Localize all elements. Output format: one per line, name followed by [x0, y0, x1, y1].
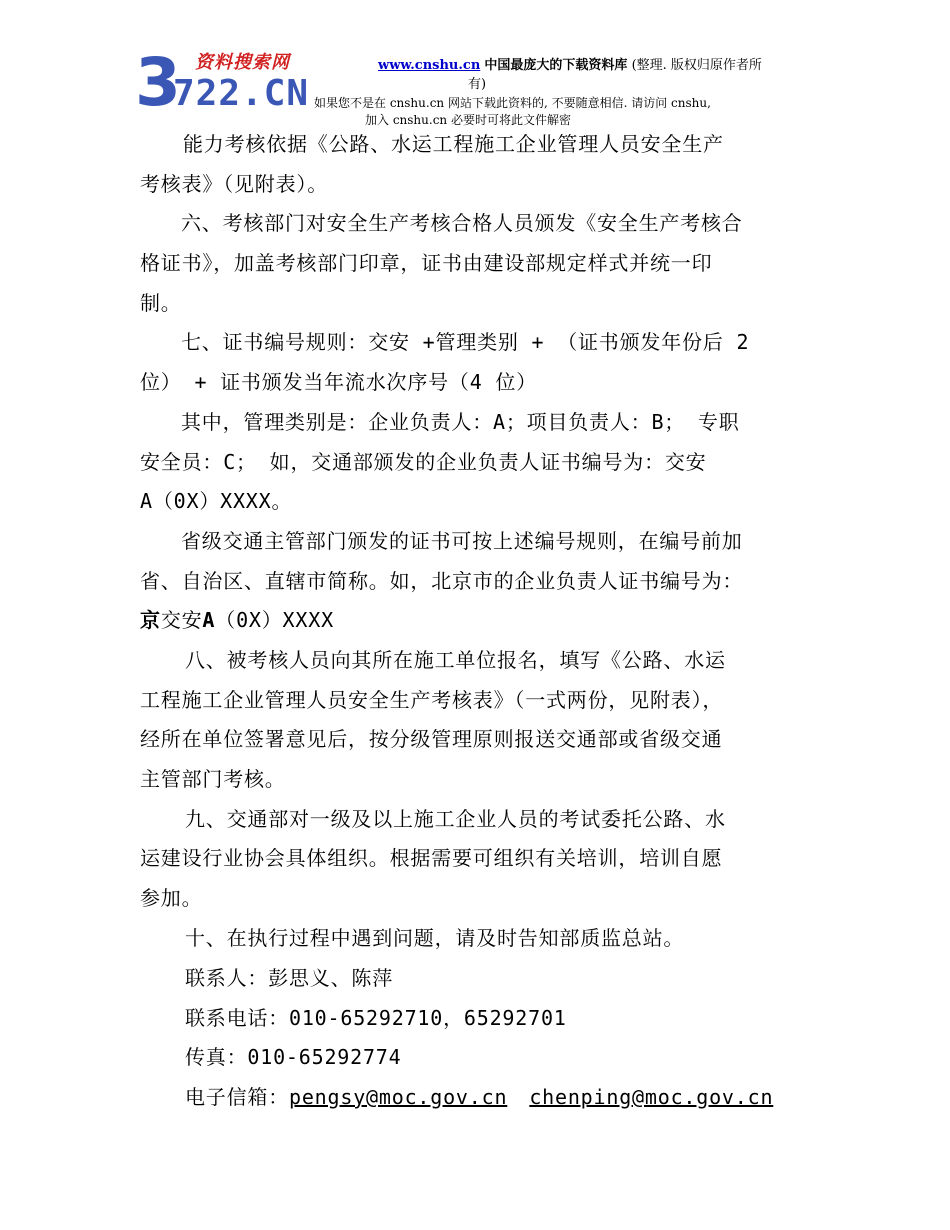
section-9-start: 九、交通部对一级及以上施工企业人员的考试委托公路、水	[185, 807, 726, 831]
contact-email	[185, 1085, 773, 1109]
logo-tagline: 资料搜索网	[195, 52, 290, 73]
text-line: 位） + 证书颁发当年流水次序号（4 位）	[140, 370, 538, 394]
section-6-start: 六、考核部门对安全生产考核合格人员颁发《安全生产考核合	[181, 211, 743, 235]
text-line: 运建设行业协会具体组织。根据需要可组织有关培训，培训自愿	[140, 846, 723, 870]
text-line: 主管部门考核。	[140, 767, 286, 791]
text-line: 工程施工企业管理人员安全生产考核表》（一式两份，见附表），	[140, 688, 724, 712]
number-suffix: （0X）XXXX	[215, 608, 334, 632]
text-line: 格证书》，加盖考核部门印章，证书由建设部规定样式并统一印	[140, 251, 713, 275]
beijing-abbrev: 京	[140, 608, 161, 632]
contact-fax: 传真：010-65292774	[185, 1045, 402, 1069]
section-10-start: 十、在执行过程中遇到问题，请及时告知部质监总站。	[185, 926, 685, 950]
text-line: 经所在单位签署意见后，按分级管理原则报送交通部或省级交通	[140, 727, 723, 751]
text-line: 参加。	[140, 886, 203, 910]
header-line-2: 有)	[468, 77, 487, 92]
section-7-start: 七、证书编号规则：交安 +管理类别 + （证书颁发年份后 2	[181, 330, 750, 354]
text-line: 省级交通主管部门颁发的证书可按上述编号规则，在编号前加	[181, 529, 743, 553]
site-link[interactable]: www.cnshu.cn	[378, 58, 481, 73]
header-notice-2: 加入 cnshu.cn 必要时可将此文件解密	[365, 113, 571, 127]
text-line: 省、自治区、直辖市简称。如，北京市的企业负责人证书编号为：	[140, 569, 744, 593]
category-letter: A	[202, 608, 216, 632]
site-logo	[135, 44, 320, 121]
text-line: 其中，管理类别是：企业负责人：A；项目负责人：B； 专职	[181, 410, 740, 434]
text-line: 考核表》（见附表）。	[140, 172, 328, 196]
email-link-pengsy[interactable]: pengsy@moc.gov.cn	[289, 1085, 508, 1109]
email-label: 电子信箱：	[185, 1085, 289, 1109]
header-notice-1: 如果您不是在 cnshu.cn 网站下载此资料的, 不要随意相信. 请访问 cnshu,	[314, 96, 711, 110]
header-line-1	[378, 58, 762, 74]
text-line: 能力考核依据《公路、水运工程施工企业管理人员安全生产	[183, 132, 724, 156]
text-line: A（0X）XXXX。	[140, 489, 293, 513]
email-link-chenping[interactable]: chenping@moc.gov.cn	[529, 1085, 774, 1109]
contact-phone: 联系电话：010-65292710，65292701	[185, 1006, 567, 1030]
jiaoan-prefix: 交安	[160, 608, 203, 632]
beijing-example	[140, 608, 334, 632]
text-line: 制。	[140, 291, 182, 315]
logo-digit: 3	[135, 44, 181, 121]
copyright-note: (整理. 版权归原作者所	[631, 58, 762, 73]
text-line: 安全员：C； 如，交通部颁发的企业负责人证书编号为：交安	[140, 450, 707, 474]
logo-text: 722.CN	[173, 73, 310, 114]
site-slogan: 中国最庞大的下载资料库	[484, 58, 628, 73]
section-8-start: 八、被考核人员向其所在施工单位报名，填写《公路、水运	[185, 648, 726, 672]
contact-person: 联系人：彭思义、陈萍	[185, 966, 393, 990]
